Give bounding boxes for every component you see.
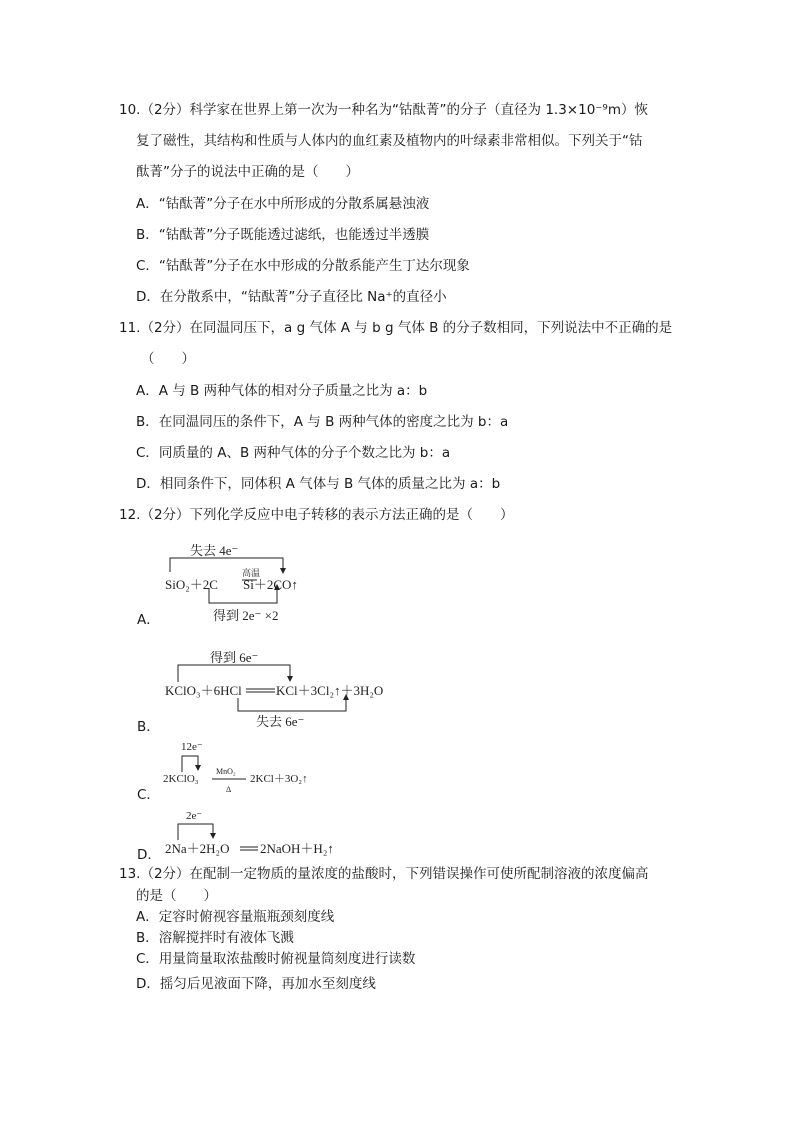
q13-option-d[interactable]: D．摇匀后见液面下降，再加水至刻度线 [136, 976, 376, 992]
q11-stem-line2: （ ） [141, 351, 195, 367]
q11-option-c[interactable]: C．同质量的 A、B 两种气体的分子个数之比为 b：a [136, 445, 451, 461]
q10-option-b[interactable]: B．“钴酞菁”分子既能透过滤纸，也能透过半透膜 [136, 227, 430, 243]
q11-option-b[interactable]: B．在同温同压的条件下，A 与 B 两种气体的密度之比为 b：a [136, 414, 509, 430]
q12-b-bottom-label: 失去 6e⁻ [256, 714, 305, 729]
q10-stem-line2: 复了磁性，其结构和性质与人体内的血红素及植物内的叶绿素非常相似。下列关于“钴 [136, 133, 643, 149]
q12-c-left: 2KClO₃ [163, 773, 199, 785]
q12-option-a[interactable]: A． [137, 612, 160, 628]
q12-a-bottom-label: 得到 2e⁻ ×2 [213, 608, 279, 623]
q13-stem-line1: 13.（2分）在配制一定物质的量浓度的盐酸时，下列错误操作可使所配制溶液的浓度偏高 [119, 866, 649, 882]
q10-option-d[interactable]: D．在分散系中，“钴酞菁”分子直径比 Na⁺的直径小 [136, 289, 447, 305]
q12-option-c[interactable]: C． [137, 787, 160, 803]
q13-option-c[interactable]: C．用量筒量取浓盐酸时俯视量筒刻度进行读数 [136, 951, 416, 967]
q12-a-condition: 高温 [242, 568, 261, 578]
q10-option-a[interactable]: A．“钴酞菁”分子在水中所形成的分散系属悬浊液 [136, 196, 430, 212]
q12-option-d[interactable]: D． [137, 847, 161, 863]
q12-d-left: 2Na＋2H₂O [165, 841, 230, 856]
q13-stem-line2: 的是（ ） [136, 888, 217, 904]
q12-c-condition-bottom: Δ [226, 785, 232, 794]
q11-stem-line1: 11.（2分）在同温同压下，a g 气体 A 与 b g 气体 B 的分子数相同，下列说法中不正确的是 [119, 320, 673, 336]
q12-b-right: KCl＋3Cl₂↑＋3H₂O [276, 683, 384, 698]
q12-stem-line1: 12.（2分）下列化学反应中电子转移的表示方法正确的是（ ） [119, 507, 514, 523]
q10-stem-line1: 10.（2分）科学家在世界上第一次为一种名为“钴酞菁”的分子（直径为 1.3×10⁻⁹m）恢 [119, 102, 648, 118]
q10-option-c[interactable]: C．“钴酞菁”分子在水中形成的分散系能产生丁达尔现象 [136, 258, 470, 274]
q11-option-a[interactable]: A．A 与 B 两种气体的相对分子质量之比为 a：b [136, 383, 428, 399]
q12-option-b[interactable]: B． [137, 719, 160, 735]
q12-c-top-label: 12e⁻ [181, 741, 203, 753]
q12-b-top-label: 得到 6e⁻ [210, 650, 259, 665]
q12-b-left: KClO₃＋6HCl [165, 683, 242, 698]
q12-c-right: 2KCl＋3O₂↑ [250, 773, 308, 785]
q12-c-condition-top: MnO₂ [216, 767, 236, 776]
q12-d-top-label: 2e⁻ [186, 810, 203, 822]
q12-a-right: Si＋2CO↑ [243, 577, 298, 592]
q10-stem-line3: 酞菁”分子的说法中正确的是（ ） [136, 164, 359, 180]
q12-a-left: SiO₂＋2C [165, 577, 218, 592]
q11-option-d[interactable]: D．相同条件下，同体积 A 气体与 B 气体的质量之比为 a：b [136, 476, 501, 492]
q12-a-top-label: 失去 4e⁻ [190, 543, 239, 558]
q12-d-right: 2NaOH＋H₂↑ [260, 841, 334, 856]
q13-option-a[interactable]: A．定容时俯视容量瓶瓶颈刻度线 [136, 909, 335, 925]
q13-option-b[interactable]: B．溶解搅拌时有液体飞溅 [136, 930, 294, 946]
